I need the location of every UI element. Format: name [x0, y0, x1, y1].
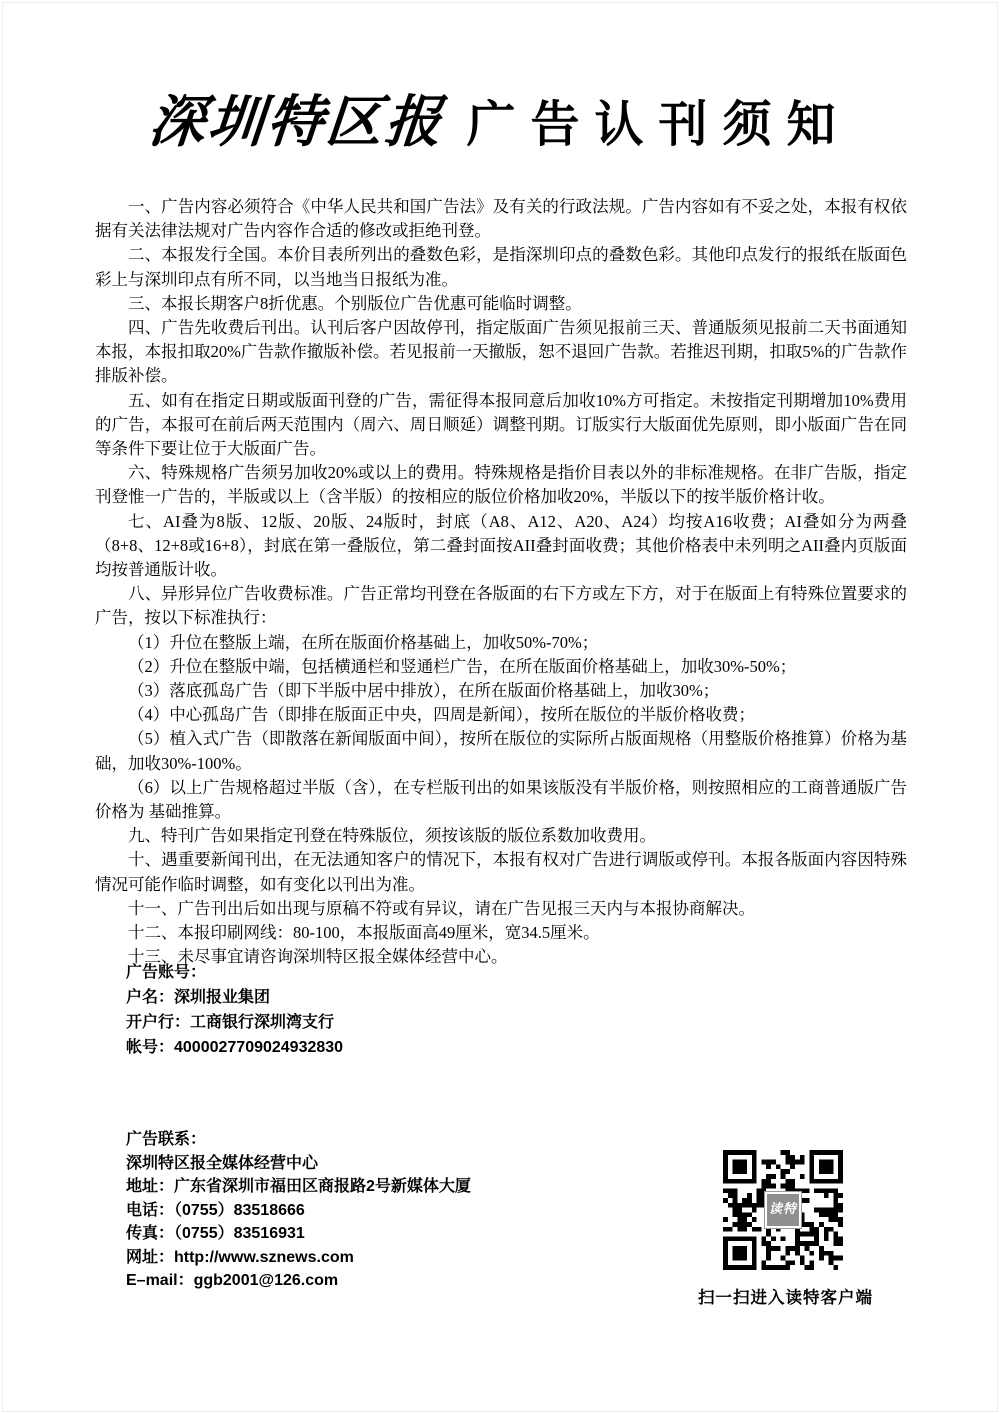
clause-6: 六、特殊规格广告须另加收20%或以上的费用。特殊规格是指价目表以外的非标准规格。在非广告版，指定刊登惟一广告的，半版或以上（含半版）的按相应的版位价格加收20%，半版以下的按半版价格计收。 — [95, 463, 907, 507]
qr-code — [723, 1150, 843, 1270]
contact-fax: 传真：（0755）83516931 — [126, 1225, 305, 1242]
title-subtitle: 广告认刊须知 — [466, 97, 851, 152]
clause-13: 十三、未尽事宜请咨询深圳特区报全媒体经营中心。 — [128, 947, 508, 967]
clause-8-item-6: （6）以上广告规格超过半版（含），在专栏版刊出的如果该版没有半版价格，则按照相应的工商普通版广告价格为 基础推算。 — [95, 777, 907, 822]
ad-contact-block — [126, 1128, 471, 1293]
clause-8-item-2: （2）升位在整版中端，包括横通栏和竖通栏广告，在所在版面价格基础上，加收30%-50%； — [128, 656, 797, 676]
clause-9: 九、特刊广告如果指定刊登在特殊版位，须按该版的版位系数加收费用。 — [128, 826, 656, 846]
clause-8-item-5: （5）植入式广告（即散落在新闻版面中间），按所在版位的实际所占版面规格（用整版价格推算）价格为基础，加收30%-100%。 — [95, 729, 907, 773]
contact-website: 网址：http://www.sznews.com — [126, 1248, 354, 1266]
contact-phone: 电话：（0755）83518666 — [126, 1201, 305, 1219]
clause-5: 五、如有在指定日期或版面刊登的广告，需征得本报同意后加收10%方可指定。未按指定刊期增加10%费用的广告，本报可在前后两天范围内（周六、周日顺延）调整刊期。订版实行大版面优先原则，即小版面广告在同等条件下要让位于大版面广告。 — [95, 390, 907, 459]
clause-8: 八、异形异位广告收费标准。广告正常均刊登在各版面的右下方或左下方，对于在版面上有特殊位置要求的广告，按以下标准执行： — [95, 584, 907, 628]
clause-8-item-3: （3）落底孤岛广告（即下半版中居中排放），在所在版面价格基础上，加收30%； — [128, 681, 720, 701]
clause-4: 四、广告先收费后刊出。认刊后客户因故停刊，指定版面广告须见报前三天、普通版须见报前二天书面通知本报，本报扣取20%广告款作撤版补偿。若见报前一天撤版，恕不退回广告款。若推迟刊期，扣取5%的广告款作排版补偿。 — [95, 318, 907, 386]
contact-org: 深圳特区报全媒体经营中心 — [126, 1154, 319, 1172]
notice-body — [95, 195, 907, 970]
account-bank: 开户行：工商银行深圳湾支行 — [126, 1014, 335, 1031]
clause-11: 十一、广告刊出后如出现与原稿不符或有异议，请在广告见报三天内与本报协商解决。 — [128, 898, 755, 918]
clause-10: 十、遇重要新闻刊出，在无法通知客户的情况下，本报有权对广告进行调版或停刊。本报各版面内容因特殊情况可能作临时调整，如有变化以刊出为准。 — [95, 850, 907, 894]
newspaper-masthead: 深圳特区报 — [146, 89, 448, 155]
clause-3: 三、本报长期客户8折优惠。个别版位广告优惠可能临时调整。 — [128, 293, 582, 313]
ad-account-heading: 广告账号： — [126, 964, 207, 981]
clause-8-item-1: （1）升位在整版上端，在所在版面价格基础上，加收50%-70%； — [128, 632, 599, 652]
clause-7: 七、AI叠为8版、12版、20版、24版时，封底（A8、A12、A20、A24）均按A16收费；AI叠如分为两叠（8+8、12+8或16+8），封底在第一叠版位，第二叠封面按AII叠封面收费；其他价格表中未列明之AII叠内页版面均按普通版计收。 — [95, 511, 907, 580]
qr-area — [698, 1150, 873, 1308]
account-holder: 户名：深圳报业集团 — [126, 989, 271, 1006]
account-number: 帐号：4000027709024932830 — [126, 1039, 344, 1056]
contact-address: 地址：广东省深圳市福田区商报路2号新媒体大厦 — [126, 1178, 471, 1195]
clause-1: 一、广告内容必须符合《中华人民共和国广告法》及有关的行政法规。广告内容如有不妥之处，本报有权依据有关法律法规对广告内容作合适的修改或拒绝刊登。 — [95, 197, 907, 241]
ad-account-block — [126, 960, 343, 1060]
page-title — [0, 86, 1000, 173]
ad-contact-heading: 广告联系： — [126, 1131, 207, 1148]
clause-2: 二、本报发行全国。本价目表所列出的叠数色彩，是指深圳印点的叠数色彩。其他印点发行的报纸在版面色彩上与深圳印点有所不同，以当地当日报纸为准。 — [95, 245, 907, 289]
qr-caption: 扫一扫进入读特客户端 — [698, 1289, 873, 1307]
clause-12: 十二、本报印刷网线：80-100，本报版面高49厘米，宽34.5厘米。 — [128, 923, 600, 943]
qr-center-logo: 读特 — [765, 1192, 801, 1228]
contact-email: E–mail：ggb2001@126.com — [126, 1272, 339, 1289]
clause-8-item-4: （4）中心孤岛广告（即排在版面正中央，四周是新闻），按所在版位的半版价格收费； — [128, 705, 755, 725]
